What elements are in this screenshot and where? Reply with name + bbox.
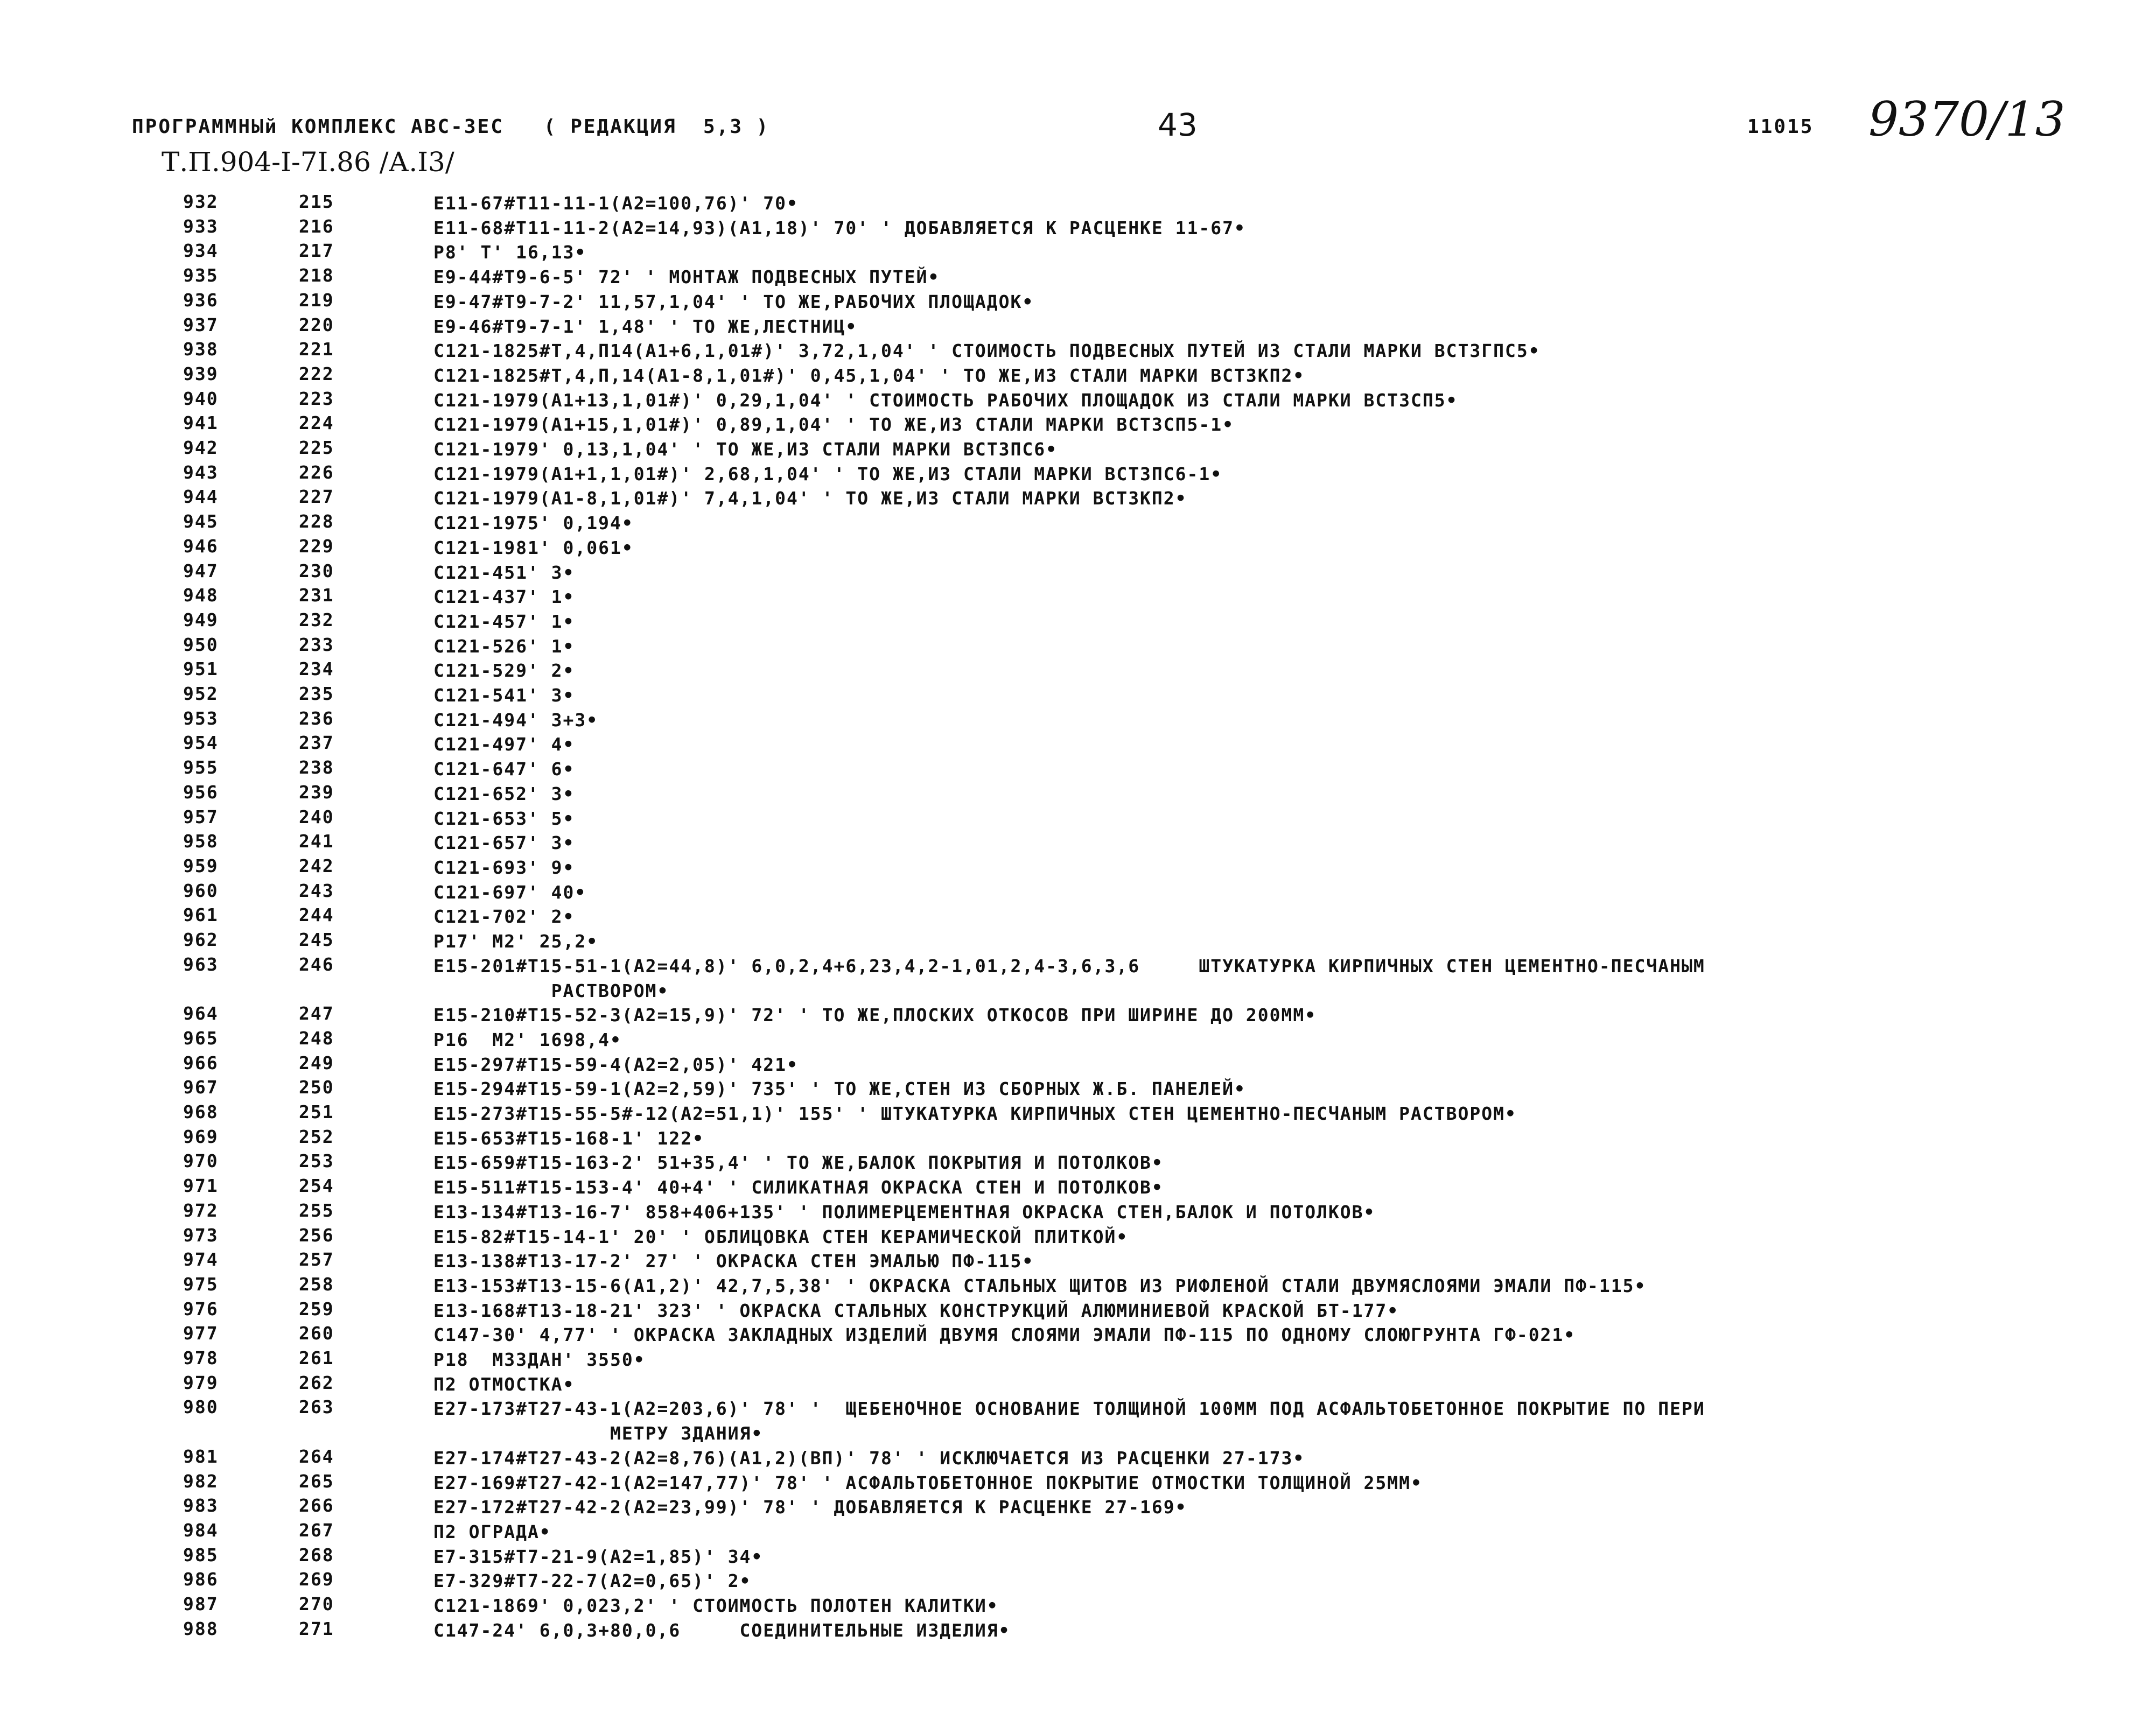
statement-text: Е13-153#Т13-15-6(А1,2)' 42,7,5,38' ' ОКРАСКА СТАЛЬНЫХ ЩИТОВ ИЗ РИФЛЕНОЙ СТАЛИ ДВУМЯСЛОЯМИ ЭМАЛИ ПФ-115•: [433, 1275, 1647, 1296]
statement-text: Е9-46#Т9-7-1' 1,48' ' ТО ЖЕ,ЛЕСТНИЦ•: [433, 315, 858, 337]
statement-number: 236: [299, 707, 334, 729]
listing-row: [0, 1323, 2156, 1347]
statement-text: Е15-659#Т15-163-2' 51+35,4' ' ТО ЖЕ,БАЛОК ПОКРЫТИЯ И ПОТОЛКОВ•: [433, 1152, 1164, 1174]
line-number: 982: [183, 1470, 219, 1492]
statement-number: 241: [299, 831, 334, 852]
listing-row: [0, 732, 2156, 757]
listing-row: [0, 1052, 2156, 1077]
line-number: 950: [183, 634, 219, 655]
statement-number: 240: [299, 806, 334, 827]
line-number: 962: [183, 929, 219, 951]
line-number: 971: [183, 1175, 219, 1197]
statement-number: 228: [299, 511, 334, 532]
statement-number: 226: [299, 461, 334, 483]
listing-row: [0, 658, 2156, 683]
line-number: 944: [183, 486, 219, 508]
statement-number: 256: [299, 1224, 334, 1246]
statement-number: 257: [299, 1249, 334, 1270]
line-number: 953: [183, 707, 219, 729]
listing-row: [0, 388, 2156, 413]
line-number: 938: [183, 339, 219, 360]
line-number: 983: [183, 1495, 219, 1517]
line-number: 933: [183, 215, 219, 237]
line-number: 952: [183, 683, 219, 705]
page-number: 43: [1158, 107, 1198, 143]
listing-row: [0, 1150, 2156, 1175]
statement-number: 216: [299, 215, 334, 237]
statement-text: С121-1979' 0,13,1,04' ' ТО ЖЕ,ИЗ СТАЛИ МАРКИ ВСТ3ПС6•: [433, 439, 1058, 460]
statement-number: 263: [299, 1396, 334, 1418]
line-number: 986: [183, 1569, 219, 1590]
statement-number: 271: [299, 1618, 334, 1639]
statement-number: 242: [299, 855, 334, 876]
listing-row: [0, 1593, 2156, 1618]
line-number: 980: [183, 1396, 219, 1418]
statement-text: П2 ОГРАДА•: [433, 1521, 551, 1542]
statement-text: П2 ОТМОСТКА•: [433, 1373, 575, 1395]
statement-number: 245: [299, 929, 334, 951]
line-number: 974: [183, 1249, 219, 1270]
statement-number: 238: [299, 757, 334, 778]
listing-row: [0, 462, 2156, 487]
handwritten-archive-number: 9370/13: [1868, 92, 2066, 147]
line-number: 945: [183, 511, 219, 532]
statement-number: 235: [299, 683, 334, 705]
statement-text: Е15-297#Т15-59-4(А2=2,05)' 421•: [433, 1054, 799, 1075]
statement-number: 255: [299, 1199, 334, 1221]
statement-number: 260: [299, 1323, 334, 1344]
line-number: 942: [183, 437, 219, 459]
listing-row: [0, 1028, 2156, 1052]
line-number: 965: [183, 1027, 219, 1049]
listing-row: [0, 290, 2156, 314]
statement-number: 259: [299, 1298, 334, 1319]
statement-text: С121-693' 9•: [433, 856, 575, 878]
statement-text: Е15-210#Т15-52-3(А2=15,9)' 72' ' ТО ЖЕ,ПЛОСКИХ ОТКОСОВ ПРИ ШИРИНЕ ДО 200ММ•: [433, 1005, 1317, 1026]
statement-text: Е27-169#Т27-42-1(А2=147,77)' 78' ' АСФАЛЬТОБЕТОННОЕ ПОКРЫТИЕ ОТМОСТКИ ТОЛЩИНОЙ 25ММ•: [433, 1472, 1423, 1493]
statement-text: Р17' М2' 25,2•: [433, 931, 599, 952]
listing-row: [0, 683, 2156, 708]
statement-number: 254: [299, 1175, 334, 1197]
line-number: 949: [183, 609, 219, 630]
statement-number: 249: [299, 1052, 334, 1073]
line-number: 973: [183, 1224, 219, 1246]
line-number: 966: [183, 1052, 219, 1073]
line-number: 984: [183, 1519, 219, 1541]
listing-row: [0, 1347, 2156, 1372]
statement-text: Е11-68#Т11-11-2(А2=14,93)(А1,18)' 70' ' ДОБАВЛЯЕТСЯ К РАСЦЕНКЕ 11-67•: [433, 217, 1246, 238]
listing-row: [0, 191, 2156, 216]
listing-row: [0, 1446, 2156, 1471]
statement-text: Е13-168#Т13-18-21' 323' ' ОКРАСКА СТАЛЬНЫХ КОНСТРУКЦИЙ АЛЮМИНИЕВОЙ КРАСКОЙ БТ-177•: [433, 1300, 1399, 1321]
listing-row: [0, 1200, 2156, 1225]
statement-text: Е15-294#Т15-59-1(А2=2,59)' 735' ' ТО ЖЕ,СТЕН ИЗ СБОРНЫХ Ж.Б. ПАНЕЛЕЙ•: [433, 1078, 1246, 1100]
statement-text: С121-657' 3•: [433, 832, 575, 854]
statement-number: 225: [299, 437, 334, 459]
line-number: 963: [183, 953, 219, 975]
statement-number: 247: [299, 1003, 334, 1024]
statement-number: 262: [299, 1372, 334, 1393]
statement-number: 218: [299, 265, 334, 286]
listing-row: [0, 1274, 2156, 1298]
statement-number: 253: [299, 1150, 334, 1172]
listing-row: [0, 1126, 2156, 1151]
statement-number: 231: [299, 585, 334, 606]
line-number: 934: [183, 240, 219, 262]
line-number: 969: [183, 1126, 219, 1147]
statement-text: С121-437' 1•: [433, 586, 575, 608]
statement-text: С121-529' 2•: [433, 660, 575, 682]
line-number: 961: [183, 904, 219, 926]
statement-text: С121-541' 3•: [433, 685, 575, 706]
listing-row: [0, 1396, 2156, 1445]
statement-text: Р16 М2' 1698,4•: [433, 1029, 622, 1050]
listing-row: [0, 536, 2156, 560]
statement-text: Е7-315#Т7-21-9(А2=1,85)' 34•: [433, 1546, 764, 1567]
statement-text: С121-457' 1•: [433, 610, 575, 632]
line-number: 943: [183, 461, 219, 483]
line-number: 960: [183, 880, 219, 901]
statement-number: 264: [299, 1445, 334, 1467]
line-number: 948: [183, 585, 219, 606]
statement-text: Е7-329#Т7-22-7(А2=0,65)' 2•: [433, 1570, 752, 1592]
statement-number: 217: [299, 240, 334, 262]
statement-text: Е15-511#Т15-153-4' 40+4' ' СИЛИКАТНАЯ ОКРАСКА СТЕН И ПОТОЛКОВ•: [433, 1177, 1164, 1198]
listing-row: [0, 1225, 2156, 1249]
line-number: 939: [183, 363, 219, 384]
statement-text: С121-1979(А1+15,1,01#)' 0,89,1,04' ' ТО ЖЕ,ИЗ СТАЛИ МАРКИ ВСТ3СП5-1•: [433, 414, 1235, 436]
line-number: 935: [183, 265, 219, 286]
line-number: 946: [183, 535, 219, 557]
statement-text: С121-1975' 0,194•: [433, 513, 634, 534]
listing-row: [0, 1471, 2156, 1496]
line-number: 947: [183, 560, 219, 581]
statement-text: С121-1979(А1-8,1,01#)' 7,4,1,04' ' ТО ЖЕ,ИЗ СТАЛИ МАРКИ ВСТ3КП2•: [433, 488, 1187, 509]
statement-text: С121-1979(А1+13,1,01#)' 0,29,1,04' ' СТОИМОСТЬ РАБОЧИХ ПЛОЩАДОК ИЗ СТАЛИ МАРКИ ВСТ3СП5•: [433, 389, 1458, 411]
statement-number: 266: [299, 1495, 334, 1517]
statement-number: 224: [299, 412, 334, 434]
statement-text: С147-24' 6,0,3+80,0,6 СОЕДИНИТЕЛЬНЫЕ ИЗДЕЛИЯ•: [433, 1619, 1011, 1641]
statement-number: 220: [299, 314, 334, 335]
listing-row: [0, 1101, 2156, 1126]
statement-text: С121-526' 1•: [433, 635, 575, 657]
statement-number: 267: [299, 1519, 334, 1541]
statement-number: 232: [299, 609, 334, 630]
listing-row: [0, 954, 2156, 1003]
listing-row: [0, 880, 2156, 905]
listing-rows: [0, 191, 2156, 1642]
statement-text: С121-1825#Т,4,П14(А1+6,1,01#)' 3,72,1,04' ' СТОИМОСТЬ ПОДВЕСНЫХ ПУТЕЙ ИЗ СТАЛИ МАРКИ ВСТ3ГПС5•: [433, 340, 1541, 362]
line-number: 940: [183, 388, 219, 409]
statement-number: 265: [299, 1470, 334, 1492]
statement-text: С121-702' 2•: [433, 906, 575, 928]
listing-row: [0, 1249, 2156, 1274]
line-number: 976: [183, 1298, 219, 1319]
statement-number: 230: [299, 560, 334, 581]
listing-row: [0, 757, 2156, 782]
listing-row: [0, 782, 2156, 806]
listing-row: [0, 437, 2156, 462]
statement-text: С121-497' 4•: [433, 734, 575, 755]
statement-text: Е13-134#Т13-16-7' 858+406+135' ' ПОЛИМЕРЦЕМЕНТНАЯ ОКРАСКА СТЕН,БАЛОК И ПОТОЛКОВ•: [433, 1201, 1376, 1223]
listing-row: [0, 1495, 2156, 1520]
statement-number: 221: [299, 339, 334, 360]
statement-number: 251: [299, 1101, 334, 1123]
listing-row: [0, 929, 2156, 954]
statement-number: 268: [299, 1544, 334, 1565]
statement-number: 252: [299, 1126, 334, 1147]
line-number: 941: [183, 412, 219, 434]
listing-row: [0, 831, 2156, 855]
statement-text: Е27-172#Т27-42-2(А2=23,99)' 78' ' ДОБАВЛЯЕТСЯ К РАСЦЕНКЕ 27-169•: [433, 1497, 1187, 1518]
statement-text: Е27-173#Т27-43-1(А2=203,6)' 78' ' ЩЕБЕНОЧНОЕ ОСНОВАНИЕ ТОЛЩИНОЙ 100ММ ПОД АСФАЛЬТОБЕТОННОЕ ПОКРЫТИЕ ПО ПЕРИ МЕТРУ ЗДАНИЯ•: [433, 1398, 1705, 1444]
line-number: 951: [183, 658, 219, 680]
line-number: 979: [183, 1372, 219, 1393]
listing-row: [0, 412, 2156, 437]
statement-number: 215: [299, 191, 334, 212]
statement-text: С121-652' 3•: [433, 783, 575, 804]
statement-number: 248: [299, 1027, 334, 1049]
statement-number: 237: [299, 732, 334, 754]
statement-number: 223: [299, 388, 334, 409]
line-number: 970: [183, 1150, 219, 1172]
line-number: 975: [183, 1273, 219, 1295]
line-number: 964: [183, 1003, 219, 1024]
statement-number: 246: [299, 953, 334, 975]
line-number: 972: [183, 1199, 219, 1221]
listing-row: [0, 560, 2156, 585]
listing-row: [0, 339, 2156, 363]
line-number: 954: [183, 732, 219, 754]
listing-row: [0, 1003, 2156, 1028]
statement-text: С121-1979(А1+1,1,01#)' 2,68,1,04' ' ТО ЖЕ,ИЗ СТАЛИ МАРКИ ВСТ3ПС6-1•: [433, 463, 1223, 485]
listing-row: [0, 634, 2156, 659]
statement-number: 250: [299, 1077, 334, 1098]
statement-text: С121-1825#Т,4,П,14(А1-8,1,01#)' 0,45,1,04' ' ТО ЖЕ,ИЗ СТАЛИ МАРКИ ВСТ3КП2•: [433, 364, 1305, 386]
statement-text: Е9-44#Т9-6-5' 72' ' МОНТАЖ ПОДВЕСНЫХ ПУТЕЙ•: [433, 266, 940, 288]
listing-row: [0, 314, 2156, 339]
line-number: 957: [183, 806, 219, 827]
listing-row: [0, 1569, 2156, 1593]
listing-row: [0, 855, 2156, 880]
statement-number: 243: [299, 880, 334, 901]
line-number: 977: [183, 1323, 219, 1344]
line-number: 968: [183, 1101, 219, 1123]
statement-number: 261: [299, 1347, 334, 1369]
listing-row: [0, 1520, 2156, 1544]
statement-text: С121-451' 3•: [433, 561, 575, 583]
listing-row: [0, 486, 2156, 511]
statement-number: 258: [299, 1273, 334, 1295]
listing-row: [0, 1372, 2156, 1397]
statement-number: 239: [299, 781, 334, 803]
statement-text: С121-1981' 0,061•: [433, 537, 634, 558]
line-number: 978: [183, 1347, 219, 1369]
statement-number: 219: [299, 289, 334, 311]
line-number: 967: [183, 1077, 219, 1098]
statement-number: 244: [299, 904, 334, 926]
statement-text: Е27-174#Т27-43-2(А2=8,76)(А1,2)(ВП)' 78' ' ИСКЛЮЧАЕТСЯ ИЗ РАСЦЕНКИ 27-173•: [433, 1447, 1305, 1469]
line-number: 985: [183, 1544, 219, 1565]
statement-text: С147-30' 4,77' ' ОКРАСКА ЗАКЛАДНЫХ ИЗДЕЛИЙ ДВУМЯ СЛОЯМИ ЭМАЛИ ПФ-115 ПО ОДНОМУ СЛОЮГРУНТА ГФ-021•: [433, 1324, 1576, 1346]
listing-row: [0, 1298, 2156, 1323]
statement-text: Е11-67#Т11-11-1(А2=100,76)' 70•: [433, 193, 799, 214]
statement-text: С121-494' 3+3•: [433, 709, 599, 731]
line-number: 959: [183, 855, 219, 876]
listing-row: [0, 265, 2156, 290]
statement-text: Р8' Т' 16,13•: [433, 242, 587, 263]
listing-row: [0, 511, 2156, 536]
line-number: 981: [183, 1445, 219, 1467]
listing-row: [0, 363, 2156, 388]
statement-number: 269: [299, 1569, 334, 1590]
listing-row: [0, 806, 2156, 831]
line-number: 955: [183, 757, 219, 778]
statement-number: 234: [299, 658, 334, 680]
statement-text: С121-1869' 0,023,2' ' СТОИМОСТЬ ПОЛОТЕН КАЛИТКИ•: [433, 1595, 999, 1617]
statement-number: 233: [299, 634, 334, 655]
statement-number: 270: [299, 1593, 334, 1615]
listing-row: [0, 1175, 2156, 1200]
statement-text: С121-647' 6•: [433, 759, 575, 780]
statement-number: 229: [299, 535, 334, 557]
statement-number: 227: [299, 486, 334, 508]
line-number: 988: [183, 1618, 219, 1639]
listing-row: [0, 904, 2156, 929]
line-number: 936: [183, 289, 219, 311]
line-number: 937: [183, 314, 219, 335]
statement-text: Е15-653#Т15-168-1' 122•: [433, 1127, 704, 1149]
line-number: 987: [183, 1593, 219, 1615]
document-number: 11015: [1747, 116, 1814, 138]
statement-text: С121-697' 40•: [433, 881, 587, 903]
statement-text: Е13-138#Т13-17-2' 27' ' ОКРАСКА СТЕН ЭМАЛЬЮ ПФ-115•: [433, 1251, 1034, 1272]
program-header: ПРОГРАММНЫй КОМПЛЕКС АВС-ЗЕС ( РЕДАКЦИЯ 5,3 ): [132, 116, 770, 138]
statement-text: С121-653' 5•: [433, 808, 575, 829]
listing-row: [0, 708, 2156, 733]
line-number: 932: [183, 191, 219, 212]
listing-row: [0, 1618, 2156, 1643]
statement-text: Е15-82#Т15-14-1' 20' ' ОБЛИЦОВКА СТЕН КЕРАМИЧЕСКОЙ ПЛИТКОЙ•: [433, 1226, 1129, 1247]
listing-row: [0, 240, 2156, 265]
statement-text: Е15-201#Т15-51-1(А2=44,8)' 6,0,2,4+6,23,4,2-1,01,2,4-3,6,3,6 ШТУКАТУРКА КИРПИЧНЫХ СТЕН ЦЕМЕНТНО-ПЕСЧАНЫМ РАСТВОРОМ•: [433, 955, 1705, 1001]
listing-row: [0, 585, 2156, 609]
listing-row: [0, 216, 2156, 241]
listing-row: [0, 609, 2156, 634]
statement-text: Е9-47#Т9-7-2' 11,57,1,04' ' ТО ЖЕ,РАБОЧИХ ПЛОЩАДОК•: [433, 291, 1034, 312]
line-number: 956: [183, 781, 219, 803]
listing-row: [0, 1544, 2156, 1569]
project-reference: Т.П.904-I-7I.86 /А.I3/: [162, 146, 454, 178]
statement-text: Р18 МЗЗДАН' 3550•: [433, 1349, 646, 1371]
statement-number: 222: [299, 363, 334, 384]
statement-text: Е15-273#Т15-55-5#-12(А2=51,1)' 155' ' ШТУКАТУРКА КИРПИЧНЫХ СТЕН ЦЕМЕНТНО-ПЕСЧАНЫМ РАСТВОРОМ•: [433, 1103, 1517, 1125]
line-number: 958: [183, 831, 219, 852]
listing-row: [0, 1077, 2156, 1101]
